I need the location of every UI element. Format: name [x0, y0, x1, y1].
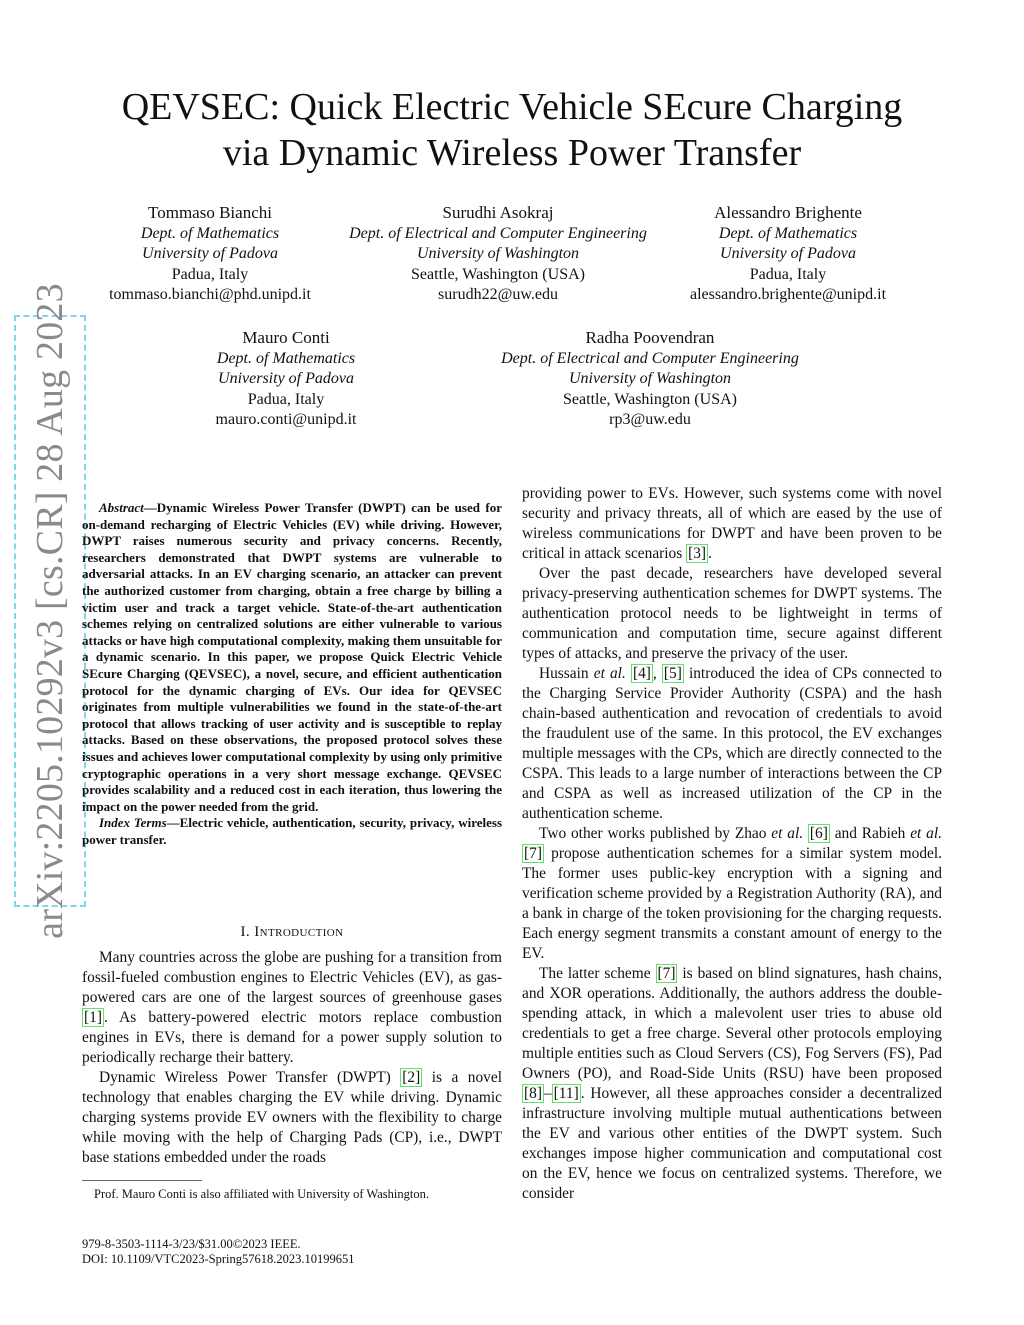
- title-line-2: via Dynamic Wireless Power Transfer: [222, 132, 802, 174]
- author-dept: Dept. of Mathematics: [216, 349, 356, 367]
- abstract-text: Dynamic Wireless Power Transfer (DWPT) can be used for on-demand recharging of Electric Vehicles (EV) while driving. However, DWPT raises numerous security and privacy concerns. Recently, researchers demonstrated that DWPT systems are vulnerable to adversarial attacks. In an EV charging scenario, an attacker can prevent the authorized customer from charging, obtain a free charge by billing a victim user and track a target vehicle. State-of-the-art authentication schemes relying on centralized solutions are either vulnerable to various attacks or have high computational complexity, making them unsuitable for a dynamic scenario. In this paper, we propose Quick Electric Vehicle SEcure Charging (QEVSEC), a novel, secure, and efficient authentication protocol for the dynamic charging of EVs. Our idea for QEVSEC originates from multiple vulnerabilities we found in the state-of-the-art protocol that allows tracking of user activity and is susceptible to replay attacks. Based on these observations, the proposed protocol solves these issues and achieves lower computational complexity by using only primitive cryptographic operations in a very short message exchange. QEVSEC provides scalability and a reduced cost in each iteration, thus lowering the impact on the power needed from the grid.: [82, 500, 502, 814]
- text-run: Two other works published by Zhao: [539, 825, 772, 842]
- author-location: Seattle, Washington (USA): [411, 265, 585, 283]
- author-univ: University of Padova: [142, 245, 278, 263]
- arxiv-id: arXiv:2205.10292v3 [cs.CR] 28 Aug 2023: [29, 283, 71, 939]
- author-block: [672, 203, 904, 306]
- author-univ: University of Washington: [416, 245, 580, 263]
- author-email: tommaso.bianchi@phd.unipd.it: [109, 286, 311, 304]
- author-dept: Dept. of Mathematics: [718, 224, 858, 242]
- text-run: and Rabieh: [829, 825, 911, 842]
- text-run: .: [708, 545, 712, 562]
- paragraph: [522, 484, 942, 564]
- text-run: Many countries across the globe are pushing for a transition from fossil-fueled combustion engines to Electric Vehicles (EV), as gas-powered cars are one of the largest sources of greenhouse gases: [82, 949, 502, 1006]
- text-run: is a novel technology that enables charging the EV while driving. Dynamic charging systems provide EV owners with the flexibility to charge while moving with the help of Charging Pads (CP), i.e., DWPT base stations embedded under the roads: [82, 1069, 502, 1166]
- et-al: et al.: [910, 825, 942, 842]
- text-run: Dynamic Wireless Power Transfer (DWPT): [99, 1069, 401, 1086]
- doi-line: DOI: 10.1109/VTC2023-Spring57618.2023.10199651: [82, 1252, 355, 1266]
- text-run: propose authentication schemes for a similar system model. The former uses public-key encryption with a signing and verification scheme provided by a Registration Authority (RA), and a bank in charge of the token provisioning for the charging requests. Each energy segment transmits a constant amount of energy to the EV.: [522, 845, 942, 962]
- copyright-block: [82, 1237, 354, 1267]
- author-block: [186, 328, 386, 431]
- paragraph: [522, 664, 942, 824]
- text-run: providing power to EVs. However, such systems come with novel security and privacy threats, all of which are eased by the use of wireless communications for DWPT and have been proven to be critical in attack scenarios: [522, 485, 942, 562]
- citation-link[interactable]: [5]: [663, 665, 682, 682]
- citation-link[interactable]: [11]: [553, 1085, 579, 1102]
- et-al: et al.: [771, 825, 804, 842]
- section-title-text: Introduction: [254, 924, 344, 940]
- right-column: [522, 484, 942, 1204]
- author-name: Mauro Conti: [242, 328, 330, 347]
- title-line-1: QEVSEC: Quick Electric Vehicle SEcure Charging: [121, 86, 903, 128]
- text-run: introduced the idea of CPs connected to the Charging Service Provider Authority (CSPA) and the hash chain-based authentication and revocation of credentials to avoid the fraudulent use of the same. In this protocol, the EV exchanges multiple messages with the CPs, which are directly connected to the CSPA. This leads to a large number of interactions between the CP and CSPA as well as increased utilization of the CP in the authentication scheme.: [522, 665, 942, 822]
- author-univ: University of Padova: [218, 370, 354, 388]
- author-email: surudh22@uw.edu: [438, 286, 558, 304]
- abstract: [82, 500, 502, 848]
- author-dept: Dept. of Electrical and Computer Engineering: [501, 349, 799, 367]
- citation-link[interactable]: [6]: [809, 825, 828, 842]
- author-name: Surudhi Asokraj: [442, 203, 554, 222]
- text-run: The latter scheme: [539, 965, 656, 982]
- paragraph: [522, 964, 942, 1204]
- text-run: –: [543, 1085, 552, 1102]
- citation-link[interactable]: [2]: [402, 1069, 421, 1086]
- index-terms-dash: —: [166, 815, 180, 831]
- author-email: mauro.conti@unipd.it: [215, 411, 357, 429]
- author-dept: Dept. of Electrical and Computer Engineering: [349, 224, 647, 242]
- author-univ: University of Padova: [720, 245, 856, 263]
- text-run: ,: [652, 665, 662, 682]
- citation-link[interactable]: [3]: [688, 545, 707, 562]
- author-name: Radha Poovendran: [585, 328, 715, 347]
- index-terms-text: Electric vehicle, authentication, security, privacy, wireless power transfer.: [82, 815, 502, 847]
- author-email: rp3@uw.edu: [609, 411, 691, 429]
- author-location: Padua, Italy: [247, 390, 325, 408]
- author-location: Padua, Italy: [749, 265, 827, 283]
- author-name: Alessandro Brighente: [714, 203, 862, 222]
- author-location: Padua, Italy: [171, 265, 249, 283]
- text-run: is based on blind signatures, hash chains, and XOR operations. Additionally, the authors address the double-spending attack, in which a malevolent user tries to abuse old credentials to get a free charge. Several other protocols employing multiple entities such as Cloud Servers (CS), Fog Servers (FS), Pad Owners (PO), and Road-Side Units (RSU) have been proposed: [522, 965, 942, 1082]
- index-terms-label: Index Terms: [99, 815, 167, 831]
- author-block: [486, 328, 814, 431]
- section-heading: [82, 924, 502, 941]
- author-email: alessandro.brighente@unipd.it: [689, 286, 887, 304]
- et-al: et al.: [593, 665, 626, 682]
- citation-link[interactable]: [1]: [84, 1009, 102, 1026]
- footnote: Prof. Mauro Conti is also affiliated with University of Washington.: [94, 1187, 429, 1201]
- author-block: [332, 203, 664, 306]
- author-block: [90, 203, 330, 306]
- citation-link[interactable]: [7]: [524, 845, 542, 862]
- abstract-dash: —: [143, 500, 157, 515]
- citation-link[interactable]: [8]: [524, 1085, 542, 1102]
- abstract-label: Abstract: [99, 500, 144, 515]
- paragraph: [82, 948, 502, 1068]
- text-run: Hussain: [539, 665, 594, 682]
- author-location: Seattle, Washington (USA): [563, 390, 737, 408]
- text-run: . However, all these approaches consider a decentralized infrastructure involving multiple mutual authentications between the EV and various other entities of the DWPT system. Such exchanges impose higher communication and computational cost on the EV, hence we focus on centralized systems. Therefore, we consider: [522, 1085, 942, 1202]
- footnote-divider: [82, 1180, 202, 1181]
- paper-title: [70, 84, 954, 176]
- author-univ: University of Washington: [568, 370, 732, 388]
- copyright-line: 979-8-3503-1114-3/23/$31.00©2023 IEEE.: [82, 1237, 301, 1251]
- author-dept: Dept. of Mathematics: [140, 224, 280, 242]
- paragraph: Over the past decade, researchers have developed several privacy-preserving authentication schemes for DWPT systems. The authentication protocol needs to be lightweight in terms of communication and computation time, secure against different types of attacks, and preserve the privacy of the user.: [522, 565, 942, 662]
- section-numeral: I.: [240, 924, 251, 940]
- text-run: . As battery-powered electric motors replace combustion engines in EVs, there is demand for a power supply solution to periodically recharge their battery.: [82, 1009, 502, 1066]
- paragraph: [522, 824, 942, 964]
- intro-column: [82, 948, 502, 1168]
- arxiv-sidebar-stamp: [14, 283, 86, 939]
- citation-link[interactable]: [4]: [632, 665, 651, 682]
- citation-link[interactable]: [7]: [657, 965, 676, 982]
- author-name: Tommaso Bianchi: [148, 203, 272, 222]
- paragraph: [82, 1068, 502, 1168]
